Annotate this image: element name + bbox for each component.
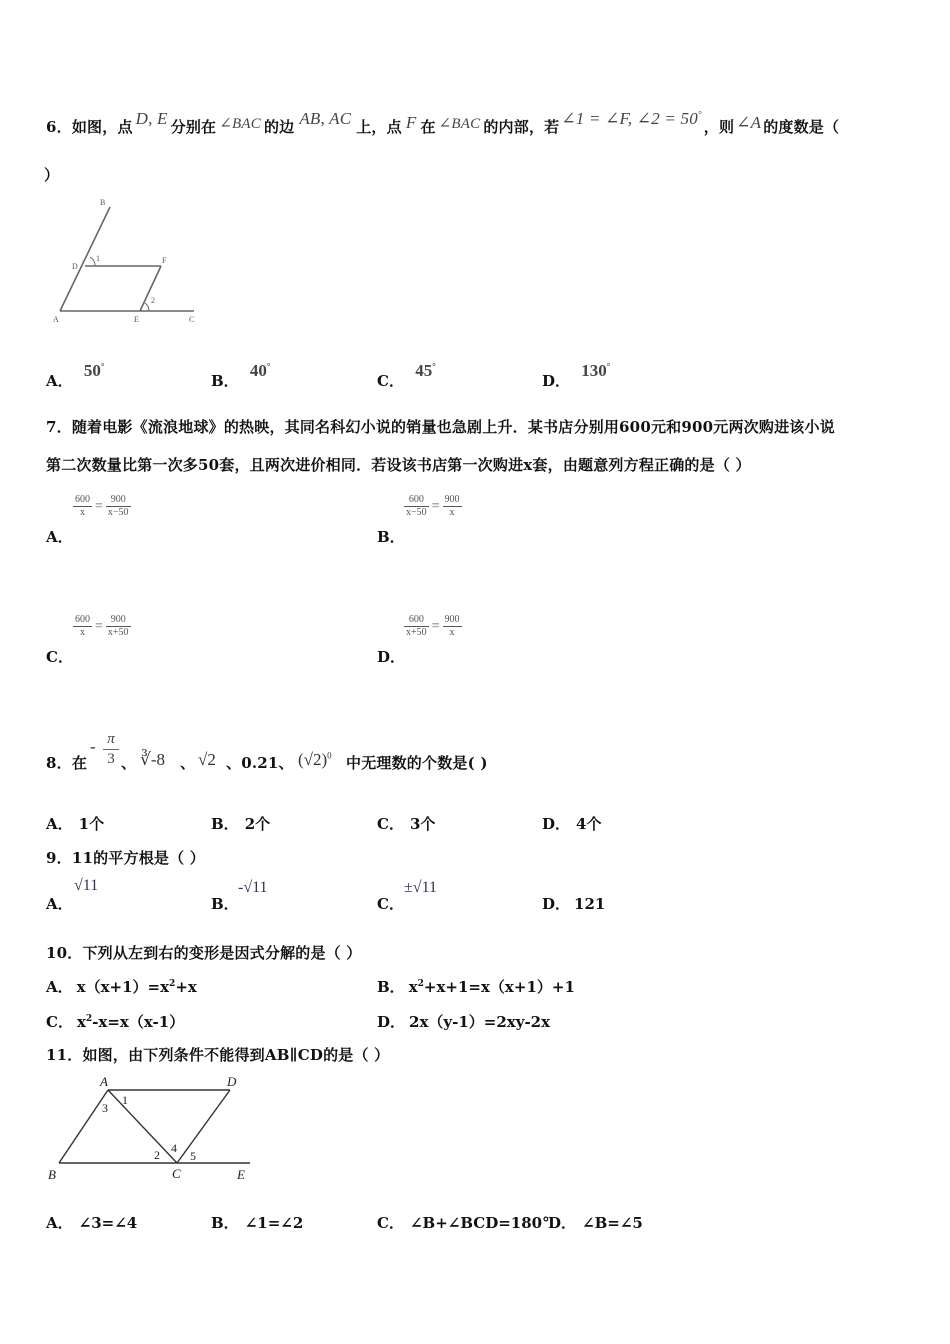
q7-option-a-formula (73, 494, 131, 519)
q8-option-b[interactable] (211, 813, 270, 834)
q11-stem: 11．如图，由下列条件不能得到AB∥CD的是（ ） (46, 1046, 390, 1064)
q8-minus: - (90, 737, 96, 756)
q9-option-c[interactable]: C． (377, 895, 404, 913)
expr-part: +x+1=x（x+1）+1 (423, 978, 575, 996)
numerator: 600 (75, 614, 90, 625)
q8-option-c[interactable] (377, 813, 435, 834)
equals-sign: = (431, 498, 440, 514)
q7-stem-line2: 第二次数量比第一次多50套，且两次进价相同．若设该书店第一次购进x套，由题意列方程正确的是（ ） (46, 456, 751, 474)
q11-label-a: A (100, 1074, 108, 1089)
q9-option-d[interactable] (542, 893, 605, 914)
option-value: 3个 (409, 815, 436, 833)
base: (√2) (298, 750, 328, 769)
q6-text: 如图，点 (71, 118, 133, 136)
fraction (443, 494, 462, 519)
q9-option-a[interactable]: A． (46, 895, 73, 913)
option-label: D． (542, 372, 571, 390)
q7-option-c-formula (73, 614, 131, 639)
option-label: B． (211, 372, 239, 390)
q6-text: 的内部，若 (483, 118, 560, 136)
fraction (106, 494, 131, 519)
option-label: D． (542, 815, 571, 833)
q6-math-de: D, E (135, 109, 168, 128)
q6-label-d: D (72, 262, 78, 271)
option-label: D． (548, 1214, 577, 1232)
q6-text: 的边 (263, 118, 295, 136)
q10-stem: 10．下列从左到右的变形是因式分解的是（ ） (46, 944, 362, 962)
exponent: 2 (85, 1014, 93, 1024)
q6-condition-text: ∠1 = ∠F, ∠2 = 50 (561, 109, 698, 128)
fraction (106, 614, 131, 639)
q6-option-b-value: 40° (249, 361, 271, 380)
option-value: 4个 (576, 815, 602, 833)
q6-number: 6． (46, 118, 72, 136)
q6-stem (46, 109, 840, 137)
q11-label-c: C (172, 1166, 181, 1181)
q6-math-angle-bac-2: ∠BAC (438, 116, 481, 132)
option-value: ∠1=∠2 (244, 1214, 304, 1232)
q6-math-angle-bac: ∠BAC (219, 116, 261, 132)
q10-option-c[interactable] (46, 1011, 184, 1032)
exponent: 2 (417, 979, 424, 989)
q11-line-dc (177, 1090, 230, 1163)
value-text: 40 (249, 361, 267, 380)
q7-option-b[interactable]: B． (377, 528, 405, 546)
fraction (443, 614, 462, 639)
q8-sep-text: 、0.21、 (226, 754, 294, 772)
option-label: D． (377, 1013, 406, 1031)
q8-option-a[interactable] (46, 813, 104, 834)
q9-option-c-value: ±√11 (404, 879, 437, 896)
value-text: 50 (83, 361, 101, 380)
q11-option-d[interactable] (548, 1212, 643, 1233)
q11-label-4: 4 (171, 1141, 177, 1155)
denominator: x (80, 507, 85, 518)
equals-sign: = (95, 618, 103, 634)
expr-part: -x=x（x-1） (92, 1013, 185, 1031)
q6-close-paren: ） (44, 166, 60, 184)
q8-tail: 中无理数的个数是( ) (346, 754, 488, 772)
q6-option-a-value: 50° (83, 361, 105, 380)
q10-option-a[interactable] (46, 976, 197, 997)
q6-label-1: 1 (96, 254, 100, 263)
option-label: A． (46, 978, 73, 996)
expr-part: x（x+1）=x (76, 978, 170, 996)
option-label: D． (542, 895, 571, 913)
option-value (409, 978, 575, 996)
value-text: 130 (581, 361, 607, 380)
q11-option-c[interactable] (377, 1212, 550, 1233)
option-label: B． (211, 815, 239, 833)
q11-label-1: 1 (122, 1093, 128, 1107)
fraction (404, 494, 429, 519)
fraction (73, 614, 92, 639)
q6-math-f: F (405, 113, 417, 132)
q6-math-condition: ∠1 = ∠F, ∠2 = 50° (561, 109, 702, 128)
q11-figure (44, 1072, 259, 1184)
q8-sep (226, 752, 294, 773)
q11-label-b: B (48, 1167, 56, 1182)
q8-sep: 、 (121, 754, 137, 772)
q7-option-a[interactable]: A． (46, 528, 73, 546)
numerator: 900 (444, 494, 460, 505)
q6-label-c: C (189, 315, 195, 324)
q6-label-a: A (53, 315, 59, 324)
q11-label-5: 5 (190, 1149, 196, 1163)
q6-label-b: B (100, 198, 106, 207)
option-value: ∠B=∠5 (582, 1214, 643, 1232)
denominator: x (449, 627, 455, 638)
option-value: 2x（y-1）=2xy-2x (409, 1013, 551, 1031)
q8-fraction-pi-over-3 (103, 730, 119, 769)
q6-option-c[interactable] (377, 361, 436, 391)
q6-option-b[interactable] (211, 361, 271, 391)
q6-text: 分别在 (170, 118, 217, 136)
q11-option-b[interactable] (211, 1212, 303, 1233)
q6-option-a[interactable] (46, 361, 105, 391)
option-label: A． (46, 815, 73, 833)
fraction (404, 614, 429, 639)
q8-sep: 、 (180, 754, 196, 772)
option-label: C． (377, 372, 404, 390)
q7-stem-line1: 7．随着电影《流浪地球》的热映，其同名科幻小说的销量也急剧上升．某书店分别用600元和900元两次购进该小说 (46, 418, 835, 436)
q9-option-b[interactable]: B． (211, 895, 239, 913)
q6-option-c-value: 45° (415, 361, 436, 380)
q11-label-3: 3 (102, 1101, 108, 1115)
numerator: 900 (444, 614, 460, 625)
q8-num: 8．在 (46, 754, 88, 772)
numerator: 600 (404, 614, 429, 627)
q9-stem: 9．11的平方根是（ ） (46, 849, 205, 867)
q11-line-ab (59, 1090, 108, 1163)
numerator: π (103, 730, 119, 750)
option-value: ∠B+∠BCD=180° (409, 1214, 550, 1232)
option-value: 1个 (78, 815, 105, 833)
q6-angle-2-arc (145, 303, 149, 311)
q6-text: 上，点 (356, 118, 402, 136)
equals-sign: = (95, 498, 103, 514)
q8-sqrt2: √2 (198, 750, 216, 769)
equals-sign: = (431, 618, 440, 634)
q11-label-d: D (227, 1074, 237, 1089)
q9-option-a-value: √11 (74, 877, 99, 894)
q8-option-d[interactable] (542, 813, 601, 834)
q6-text: ，则 (703, 118, 735, 136)
q11-label-2: 2 (154, 1148, 160, 1162)
q8-paren-sqrt2-pow0 (298, 750, 332, 770)
q11-label-e: E (237, 1167, 245, 1182)
q6-text: 在 (420, 118, 436, 136)
fraction (73, 494, 92, 519)
q6-label-2: 2 (151, 296, 155, 305)
option-label: C． (377, 815, 404, 833)
expr-part: x (76, 1013, 86, 1031)
q6-line-ab (60, 207, 110, 311)
q6-angle-1-arc (90, 257, 95, 266)
q7-option-b-formula (404, 494, 462, 519)
option-label: C． (46, 1013, 73, 1031)
option-label: C． (377, 1214, 404, 1232)
q6-math-ab-ac: AB, AC (299, 109, 352, 128)
denominator: x−50 (107, 507, 129, 518)
denominator: x (80, 627, 85, 638)
numerator: 900 (106, 494, 131, 507)
q11-line-ac (108, 1090, 177, 1163)
exponent: 2 (169, 979, 176, 989)
q10-option-b[interactable] (377, 976, 575, 997)
q6-math-angle-a: ∠A (736, 113, 762, 132)
q6-option-d[interactable] (542, 361, 611, 391)
numerator: 600 (75, 494, 90, 505)
exponent: 0 (327, 750, 332, 761)
option-label: B． (377, 978, 405, 996)
q7-option-c[interactable]: C． (46, 648, 73, 666)
q6-option-d-value: 130° (581, 361, 611, 380)
numerator: 600 (404, 494, 429, 507)
option-label: A． (46, 372, 73, 390)
q6-label-f: F (162, 256, 167, 265)
expr-part: +x (175, 978, 197, 996)
q10-option-d[interactable] (377, 1011, 550, 1032)
q11-option-a[interactable] (46, 1212, 137, 1233)
option-value: 121 (574, 895, 606, 913)
denominator: x−50 (406, 507, 427, 518)
q9-option-b-value: -√11 (238, 879, 268, 896)
denominator: x (449, 507, 455, 518)
q6-figure (48, 195, 208, 325)
option-value (77, 1013, 184, 1031)
denominator: 3 (107, 751, 115, 767)
q7-option-d-formula (404, 614, 462, 639)
option-label: B． (211, 1214, 239, 1232)
option-value: 2个 (244, 815, 271, 833)
option-label: A． (46, 1214, 73, 1232)
denominator: x+50 (406, 627, 427, 638)
q6-text: 的度数是（ (763, 118, 840, 136)
option-value (77, 978, 197, 996)
q6-label-e: E (134, 315, 139, 324)
q8-cbrt-neg8: ∛-8 (140, 750, 165, 769)
q7-option-d[interactable]: D． (377, 648, 406, 666)
value-text: 45 (415, 361, 433, 380)
denominator: x+50 (107, 627, 129, 638)
numerator: 900 (106, 614, 131, 627)
expr-part: x (408, 978, 418, 996)
option-value: ∠3=∠4 (78, 1214, 138, 1232)
